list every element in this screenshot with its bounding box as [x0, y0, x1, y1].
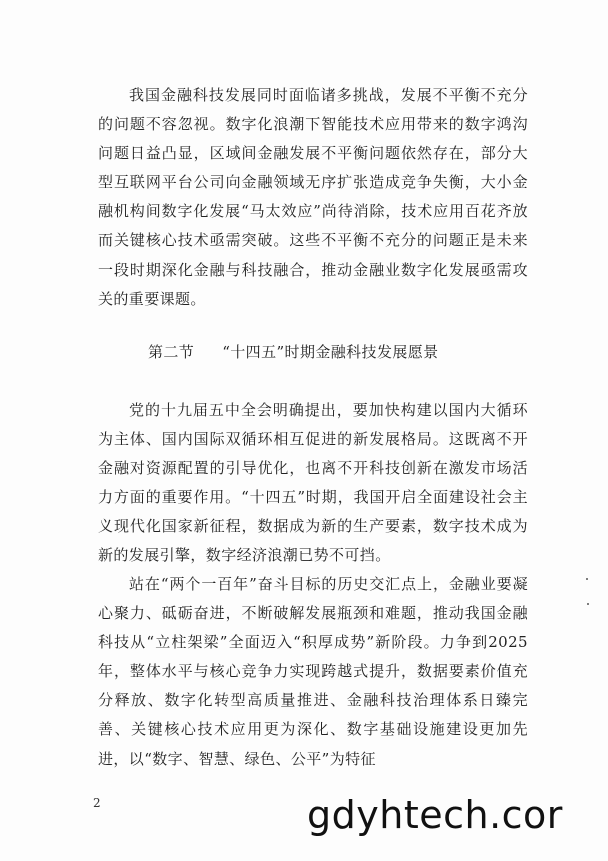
site-watermark: gdyhtech.cor — [307, 793, 563, 837]
page-number: 2 — [93, 796, 101, 810]
paragraph-2025-goals: 站在“两个一百年”奋斗目标的历史交汇点上，金融业要凝心聚力、砥砺奋进，不断破解发展瓶颈和难题，推动我国金融科技从“立柱架梁”全面迈入“积厚成势”新阶段。力争到2025年，整体水平与核心竞争力实现跨越式提升，数据要素价值充分释放、数字化转型高质量推进、金融科技治理体系日臻完善、关键核心技术应用更为深化、数字基础设施建设更加先进，以“数字、智慧、绿色、公平”为特征 — [98, 575, 528, 768]
section-title: “十四五”时期金融科技发展愿景 — [222, 343, 439, 361]
section-heading — [148, 341, 439, 362]
paragraph-challenges: 我国金融科技发展同时面临诸多挑战，发展不平衡不充分的问题不容忽视。数字化浪潮下智能技术应用带来的数字鸿沟问题日益凸显，区域间金融发展不平衡问题依然存在，部分大型互联网平台公司向金融领域无序扩张造成竞争失衡，大小金融机构间数字化发展“马太效应”尚待消除，技术应用百花齐放而关键核心技术亟需突破。这些不平衡不充分的问题正是未来一段时期深化金融与科技融合，推动金融业数字化发展亟需攻关的重要课题。 — [98, 86, 528, 308]
section-number: 第二节 — [148, 343, 195, 361]
scan-speck — [587, 603, 589, 605]
paragraph-new-development-pattern: 党的十九届五中全会明确提出，要加快构建以国内大循环为主体、国内国际双循环相互促进的新发展格局。这既离不开金融对资源配置的引导优化，也离不开科技创新在激发市场活力方面的重要作用。“十四五”时期，我国开启全面建设社会主义现代化国家新征程，数据成为新的生产要素，数字技术成为新的发展引擎，数字经济浪潮已势不可挡。 — [98, 401, 528, 565]
scan-speck — [586, 578, 588, 580]
